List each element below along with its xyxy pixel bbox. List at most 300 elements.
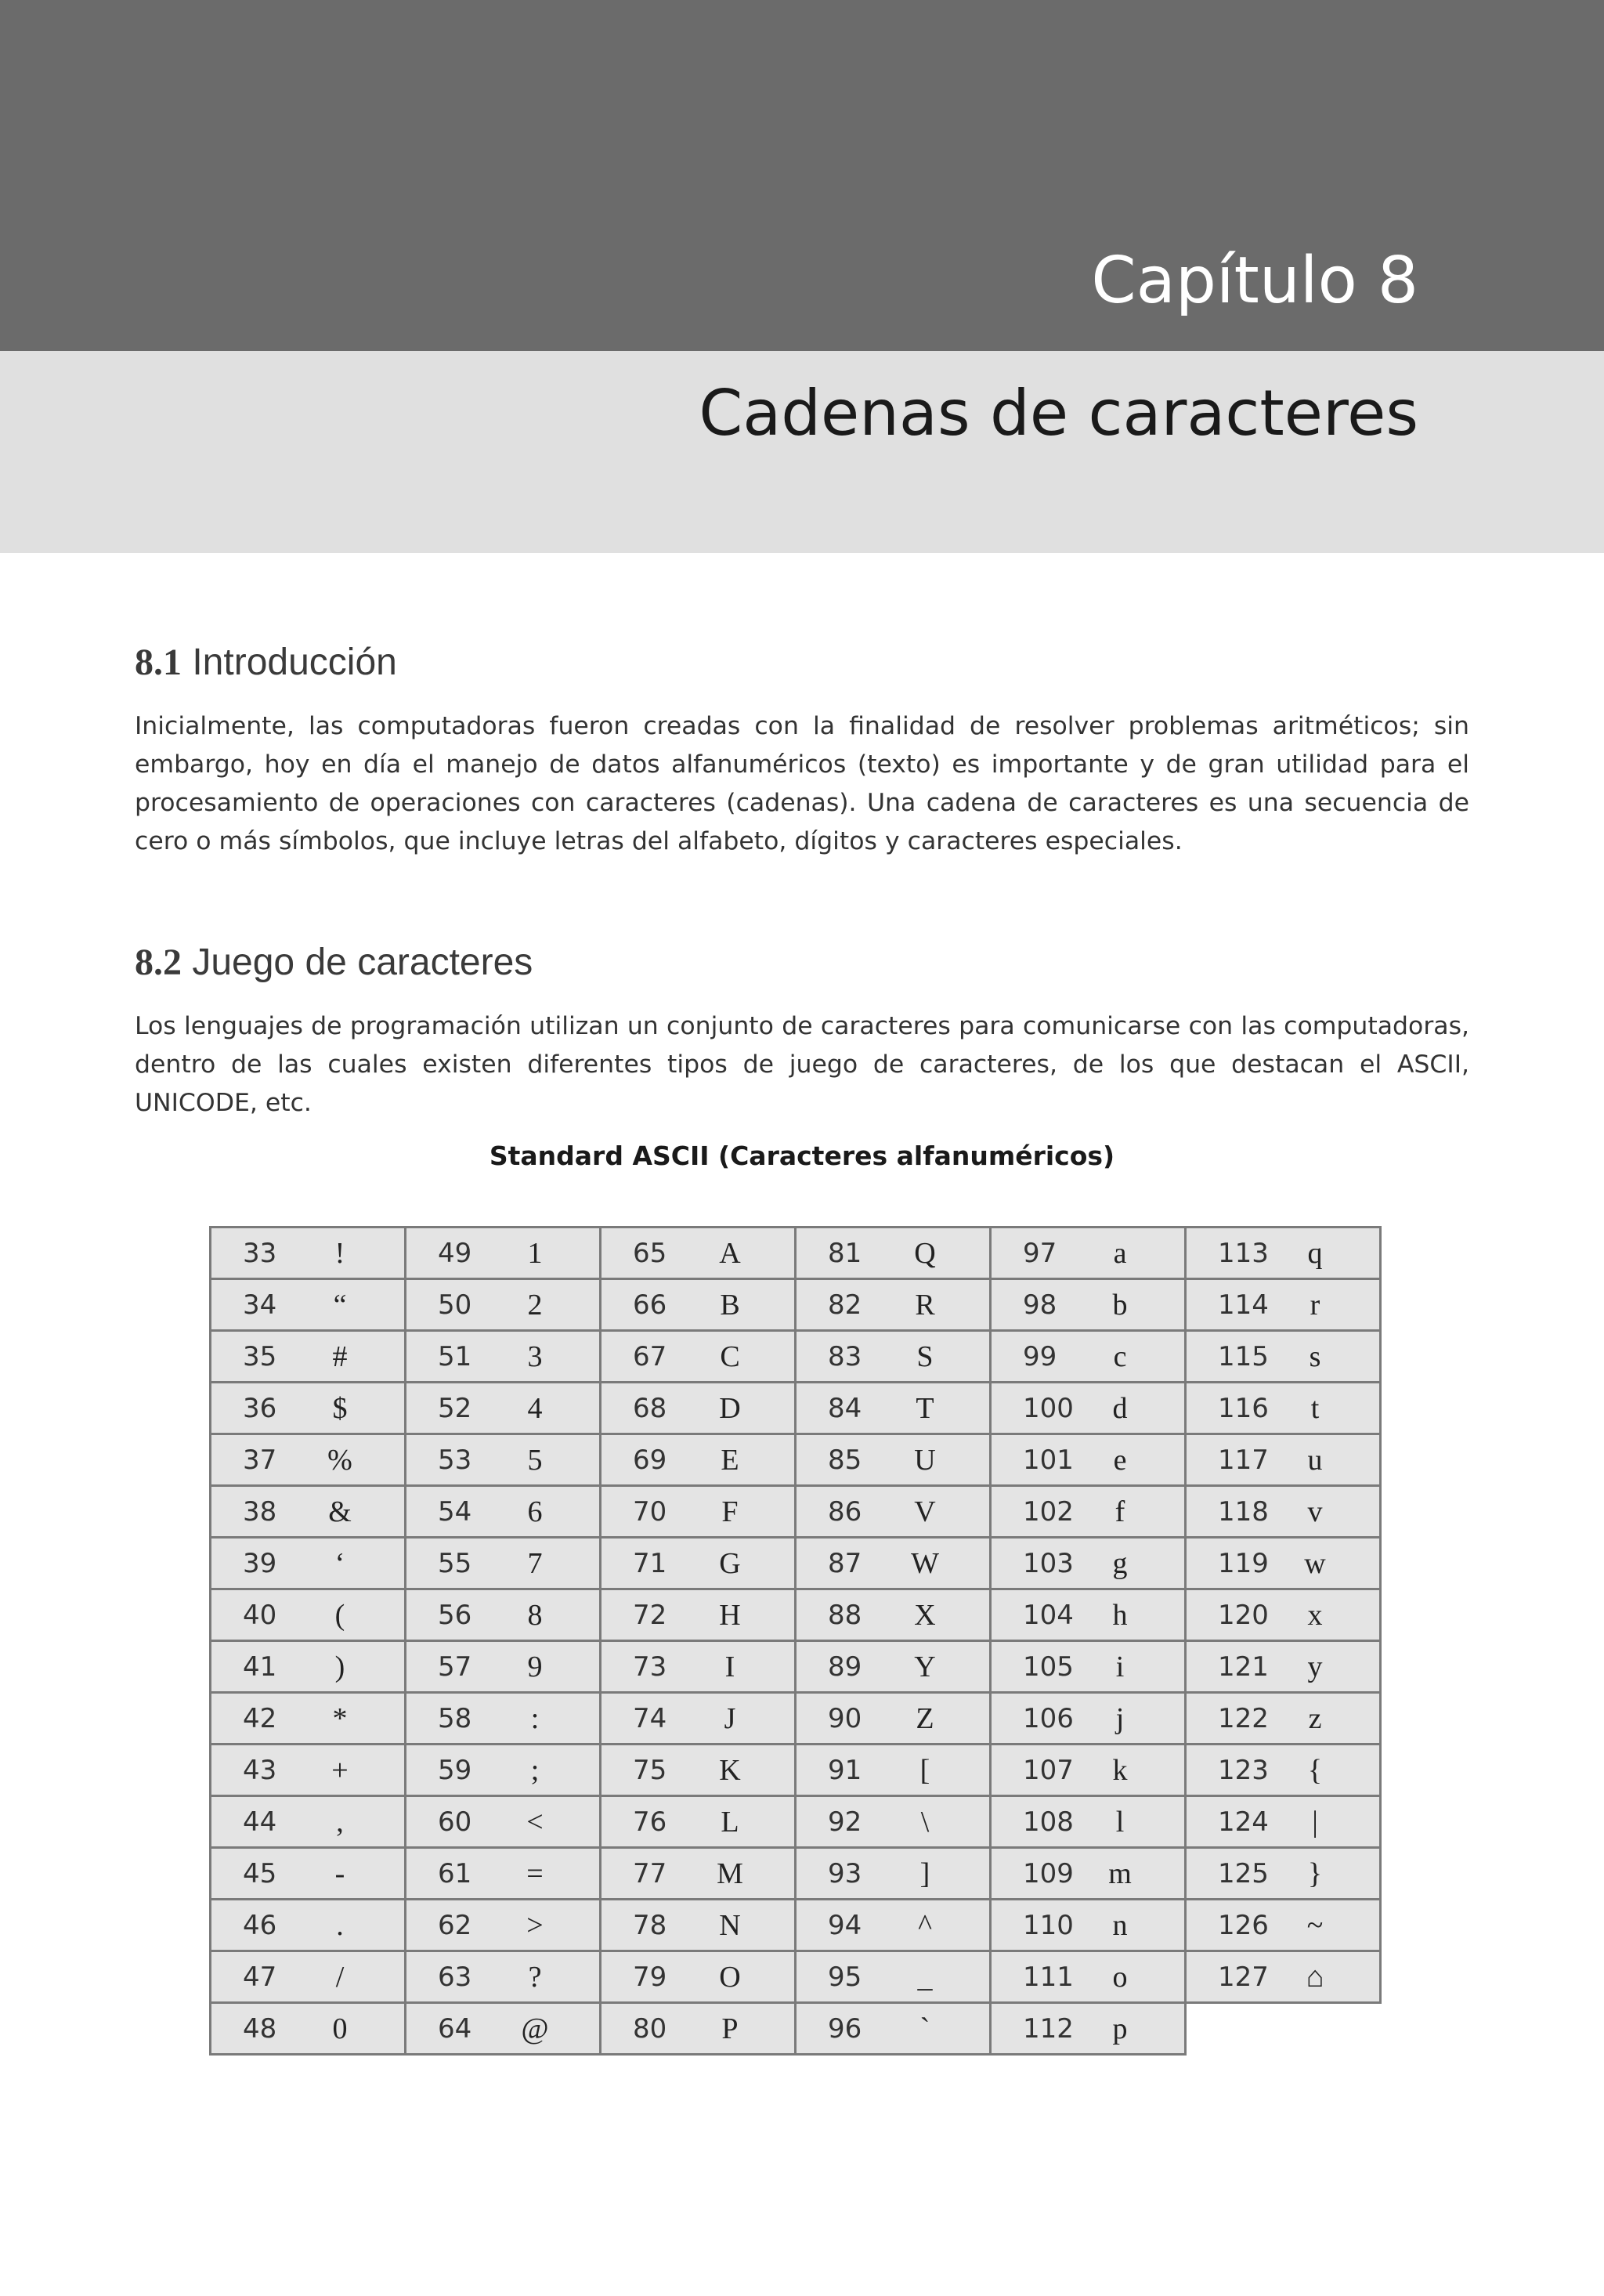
ascii-cell — [404, 1329, 602, 1383]
ascii-cell — [794, 1329, 992, 1383]
ascii-code: 63 — [438, 1961, 472, 1993]
ascii-column — [992, 1228, 1187, 2056]
ascii-code: 125 — [1218, 1857, 1269, 1889]
ascii-character: T — [916, 1391, 934, 1425]
ascii-cell — [794, 1640, 992, 1694]
ascii-character: & — [328, 1495, 352, 1528]
ascii-code: 35 — [243, 1340, 277, 1372]
ascii-cell — [599, 1588, 797, 1642]
ascii-character: U — [914, 1443, 936, 1477]
ascii-character: h — [1112, 1598, 1128, 1632]
ascii-code: 106 — [1023, 1702, 1074, 1734]
ascii-character: V — [914, 1495, 936, 1528]
ascii-character: % — [327, 1443, 352, 1477]
ascii-code: 111 — [1023, 1961, 1074, 1993]
ascii-character: 6 — [527, 1495, 543, 1528]
ascii-code: 54 — [438, 1495, 472, 1528]
ascii-code: 96 — [828, 2012, 862, 2045]
ascii-character: ) — [334, 1650, 345, 1683]
ascii-cell — [1184, 1536, 1382, 1590]
ascii-character: ( — [334, 1598, 345, 1632]
ascii-character: @ — [521, 2012, 549, 2045]
ascii-code: 102 — [1023, 1495, 1074, 1528]
ascii-cell — [209, 1640, 406, 1694]
ascii-code: 52 — [438, 1392, 472, 1424]
ascii-cell — [209, 1536, 406, 1590]
ascii-character: 2 — [527, 1288, 543, 1322]
ascii-character: * — [332, 1701, 348, 1735]
ascii-character: j — [1115, 1701, 1125, 1735]
ascii-cell — [989, 1536, 1187, 1590]
ascii-cell — [794, 1743, 992, 1797]
ascii-cell — [1184, 1484, 1382, 1539]
ascii-code: 60 — [438, 1806, 472, 1838]
ascii-cell — [1184, 1743, 1382, 1797]
ascii-code: 37 — [243, 1444, 277, 1476]
ascii-cell — [404, 1381, 602, 1435]
ascii-cell — [404, 1433, 602, 1487]
ascii-cell — [1184, 1381, 1382, 1435]
ascii-cell — [599, 1795, 797, 1849]
ascii-cell — [794, 1278, 992, 1332]
ascii-cell — [1184, 1433, 1382, 1487]
ascii-character: Z — [916, 1701, 934, 1735]
ascii-character: D — [719, 1391, 741, 1425]
ascii-character: ! — [334, 1236, 345, 1270]
ascii-cell — [599, 1743, 797, 1797]
ascii-code: 92 — [828, 1806, 862, 1838]
ascii-character: + — [331, 1753, 349, 1787]
ascii-cell — [599, 1381, 797, 1435]
ascii-cell — [794, 2001, 992, 2056]
ascii-code: 114 — [1218, 1289, 1269, 1321]
ascii-cell — [989, 2001, 1187, 2056]
ascii-cell — [599, 2001, 797, 2056]
ascii-character: } — [1307, 1857, 1323, 1890]
ascii-code: 44 — [243, 1806, 277, 1838]
section-heading-juego-de-caracteres — [135, 944, 533, 982]
ascii-code: 115 — [1218, 1340, 1269, 1372]
ascii-code: 124 — [1218, 1806, 1269, 1838]
ascii-code: 71 — [633, 1547, 667, 1579]
ascii-character: “ — [333, 1288, 347, 1322]
ascii-character: X — [914, 1598, 936, 1632]
ascii-code: 91 — [828, 1754, 862, 1786]
ascii-code: 95 — [828, 1961, 862, 1993]
ascii-character: q — [1307, 1236, 1323, 1270]
ascii-code: 41 — [243, 1651, 277, 1683]
ascii-code: 86 — [828, 1495, 862, 1528]
ascii-character: ^ — [918, 1908, 932, 1942]
ascii-cell — [599, 1691, 797, 1745]
ascii-character: C — [720, 1340, 740, 1373]
ascii-cell — [989, 1795, 1187, 1849]
ascii-cell — [794, 1846, 992, 1900]
ascii-cell — [404, 2001, 602, 2056]
ascii-character: 1 — [527, 1236, 543, 1270]
ascii-cell — [794, 1381, 992, 1435]
ascii-cell — [1184, 1950, 1382, 2004]
ascii-character: ⌂ — [1306, 1960, 1324, 1994]
ascii-character: W — [911, 1546, 939, 1580]
ascii-code: 89 — [828, 1651, 862, 1683]
ascii-code: 61 — [438, 1857, 472, 1889]
ascii-code: 72 — [633, 1599, 667, 1631]
ascii-character: y — [1307, 1650, 1323, 1683]
ascii-cell — [599, 1278, 797, 1332]
ascii-code: 109 — [1023, 1857, 1074, 1889]
ascii-code: 40 — [243, 1599, 277, 1631]
ascii-character: S — [916, 1340, 934, 1373]
ascii-code: 45 — [243, 1857, 277, 1889]
ascii-cell — [209, 1588, 406, 1642]
ascii-cell — [209, 1381, 406, 1435]
ascii-code: 69 — [633, 1444, 667, 1476]
ascii-code: 55 — [438, 1547, 472, 1579]
ascii-character: s — [1309, 1340, 1321, 1373]
ascii-cell — [209, 1691, 406, 1745]
ascii-character: P — [721, 2012, 739, 2045]
ascii-code: 98 — [1023, 1289, 1057, 1321]
ascii-cell — [989, 1484, 1187, 1539]
ascii-character: ` — [919, 2012, 930, 2045]
ascii-cell — [1184, 1846, 1382, 1900]
ascii-character: z — [1308, 1701, 1322, 1735]
ascii-code: 42 — [243, 1702, 277, 1734]
ascii-cell — [404, 1278, 602, 1332]
ascii-character: i — [1115, 1650, 1125, 1683]
ascii-character: J — [724, 1701, 736, 1735]
ascii-cell — [1184, 1795, 1382, 1849]
ascii-code: 64 — [438, 2012, 472, 2045]
ascii-table-caption: Standard ASCII (Caracteres alfanuméricos) — [489, 1141, 1115, 1171]
ascii-character: w — [1304, 1546, 1326, 1580]
ascii-code: 94 — [828, 1909, 862, 1941]
ascii-character: p — [1112, 2012, 1128, 2045]
ascii-cell — [209, 1950, 406, 2004]
ascii-character: F — [721, 1495, 739, 1528]
ascii-code: 46 — [243, 1909, 277, 1941]
ascii-character: c — [1113, 1340, 1127, 1373]
ascii-code: 122 — [1218, 1702, 1269, 1734]
ascii-code: 83 — [828, 1340, 862, 1372]
ascii-character: 7 — [527, 1546, 543, 1580]
ascii-character: < — [526, 1805, 544, 1839]
ascii-cell — [794, 1691, 992, 1745]
ascii-character: v — [1307, 1495, 1323, 1528]
ascii-character: G — [719, 1546, 741, 1580]
ascii-cell — [1184, 1329, 1382, 1383]
ascii-code: 66 — [633, 1289, 667, 1321]
ascii-cell — [599, 1640, 797, 1694]
ascii-character: K — [719, 1753, 741, 1787]
ascii-cell — [599, 1846, 797, 1900]
ascii-code: 77 — [633, 1857, 667, 1889]
ascii-cell — [209, 1226, 406, 1280]
section-title: Juego de caracteres — [192, 942, 533, 983]
ascii-column — [1187, 1228, 1382, 2056]
ascii-code: 117 — [1218, 1444, 1269, 1476]
ascii-code: 79 — [633, 1961, 667, 1993]
ascii-character: k — [1112, 1753, 1128, 1787]
ascii-character: > — [526, 1908, 544, 1942]
ascii-character: , — [336, 1805, 344, 1839]
ascii-cell — [794, 1795, 992, 1849]
ascii-character: u — [1307, 1443, 1323, 1477]
ascii-character: Q — [914, 1236, 936, 1270]
ascii-character: \ — [920, 1805, 930, 1839]
ascii-character: L — [721, 1805, 739, 1839]
ascii-character: f — [1114, 1495, 1125, 1528]
ascii-code: 48 — [243, 2012, 277, 2045]
ascii-code: 108 — [1023, 1806, 1074, 1838]
ascii-cell — [209, 1795, 406, 1849]
ascii-character: [ — [919, 1753, 930, 1787]
ascii-code: 93 — [828, 1857, 862, 1889]
ascii-character: Y — [914, 1650, 936, 1683]
ascii-character: e — [1113, 1443, 1127, 1477]
ascii-code: 104 — [1023, 1599, 1074, 1631]
ascii-cell — [404, 1484, 602, 1539]
ascii-cell — [794, 1433, 992, 1487]
ascii-code: 75 — [633, 1754, 667, 1786]
ascii-character: # — [332, 1340, 348, 1373]
ascii-code: 53 — [438, 1444, 472, 1476]
ascii-cell — [404, 1898, 602, 1952]
ascii-character: $ — [332, 1391, 348, 1425]
ascii-code: 78 — [633, 1909, 667, 1941]
ascii-code: 38 — [243, 1495, 277, 1528]
ascii-character: / — [335, 1960, 345, 1994]
ascii-code: 81 — [828, 1237, 862, 1269]
ascii-character: 3 — [527, 1340, 543, 1373]
ascii-code: 68 — [633, 1392, 667, 1424]
ascii-cell — [989, 1278, 1187, 1332]
ascii-code: 73 — [633, 1651, 667, 1683]
ascii-code: 100 — [1023, 1392, 1074, 1424]
ascii-character: ? — [528, 1960, 542, 1994]
ascii-cell — [989, 1743, 1187, 1797]
chapter-label: Capítulo 8 — [1091, 244, 1418, 318]
ascii-code: 99 — [1023, 1340, 1057, 1372]
ascii-character: R — [915, 1288, 935, 1322]
ascii-code: 65 — [633, 1237, 667, 1269]
ascii-cell — [794, 1484, 992, 1539]
ascii-cell — [1184, 1226, 1382, 1280]
ascii-cell — [599, 1433, 797, 1487]
ascii-character: { — [1307, 1753, 1323, 1787]
ascii-cell — [989, 1691, 1187, 1745]
ascii-character: O — [719, 1960, 741, 1994]
ascii-character: H — [719, 1598, 741, 1632]
ascii-cell — [209, 1329, 406, 1383]
ascii-code: 123 — [1218, 1754, 1269, 1786]
ascii-code: 74 — [633, 1702, 667, 1734]
ascii-code: 51 — [438, 1340, 472, 1372]
ascii-code: 33 — [243, 1237, 277, 1269]
ascii-code: 116 — [1218, 1392, 1269, 1424]
ascii-column — [209, 1228, 406, 2056]
ascii-character: = — [526, 1857, 544, 1890]
ascii-character: A — [719, 1236, 741, 1270]
ascii-cell — [794, 1588, 992, 1642]
ascii-cell — [404, 1588, 602, 1642]
ascii-cell — [404, 1640, 602, 1694]
ascii-code: 50 — [438, 1289, 472, 1321]
ascii-cell — [599, 1950, 797, 2004]
ascii-cell — [989, 1950, 1187, 2004]
ascii-character: a — [1113, 1236, 1127, 1270]
ascii-character: ~ — [1306, 1908, 1324, 1942]
ascii-character: - — [334, 1857, 345, 1890]
ascii-code: 80 — [633, 2012, 667, 2045]
ascii-character: E — [721, 1443, 739, 1477]
ascii-character: ] — [919, 1857, 930, 1890]
ascii-character: : — [530, 1701, 540, 1735]
ascii-code: 34 — [243, 1289, 277, 1321]
ascii-cell — [794, 1226, 992, 1280]
ascii-code: 84 — [828, 1392, 862, 1424]
ascii-character: M — [717, 1857, 743, 1890]
ascii-code: 70 — [633, 1495, 667, 1528]
ascii-cell — [209, 1743, 406, 1797]
ascii-cell — [599, 1898, 797, 1952]
ascii-cell — [989, 1433, 1187, 1487]
section-number: 8.1 — [135, 642, 182, 683]
ascii-table — [209, 1228, 1382, 2056]
section-heading-introduccion — [135, 644, 397, 682]
ascii-cell — [794, 1898, 992, 1952]
ascii-code: 43 — [243, 1754, 277, 1786]
ascii-character: m — [1108, 1857, 1132, 1890]
ascii-character: B — [720, 1288, 740, 1322]
ascii-cell — [989, 1640, 1187, 1694]
ascii-cell — [989, 1329, 1187, 1383]
ascii-column — [602, 1228, 797, 2056]
ascii-cell — [404, 1536, 602, 1590]
ascii-character: 0 — [332, 2012, 348, 2045]
ascii-character: t — [1310, 1391, 1320, 1425]
ascii-cell — [989, 1846, 1187, 1900]
ascii-code: 107 — [1023, 1754, 1074, 1786]
ascii-character: N — [719, 1908, 741, 1942]
ascii-code: 118 — [1218, 1495, 1269, 1528]
ascii-cell — [989, 1588, 1187, 1642]
ascii-cell — [209, 1846, 406, 1900]
ascii-cell — [1184, 1588, 1382, 1642]
ascii-cell — [1184, 1898, 1382, 1952]
ascii-cell — [209, 1433, 406, 1487]
ascii-code: 90 — [828, 1702, 862, 1734]
ascii-code: 120 — [1218, 1599, 1269, 1631]
ascii-code: 110 — [1023, 1909, 1074, 1941]
ascii-code: 59 — [438, 1754, 472, 1786]
ascii-cell — [989, 1381, 1187, 1435]
ascii-character: b — [1112, 1288, 1128, 1322]
ascii-cell — [794, 1950, 992, 2004]
ascii-cell — [209, 1898, 406, 1952]
ascii-cell — [404, 1950, 602, 2004]
ascii-code: 97 — [1023, 1237, 1057, 1269]
ascii-code: 49 — [438, 1237, 472, 1269]
ascii-code: 82 — [828, 1289, 862, 1321]
ascii-character: 9 — [527, 1650, 543, 1683]
ascii-code: 85 — [828, 1444, 862, 1476]
ascii-code: 121 — [1218, 1651, 1269, 1683]
ascii-cell — [404, 1691, 602, 1745]
ascii-cell — [404, 1846, 602, 1900]
ascii-code: 119 — [1218, 1547, 1269, 1579]
ascii-cell — [599, 1226, 797, 1280]
ascii-character: 4 — [527, 1391, 543, 1425]
ascii-code: 127 — [1218, 1961, 1269, 1993]
ascii-character: g — [1112, 1546, 1128, 1580]
ascii-character: 5 — [527, 1443, 543, 1477]
ascii-cell — [599, 1484, 797, 1539]
ascii-column — [797, 1228, 992, 2056]
ascii-code: 62 — [438, 1909, 472, 1941]
chapter-title: Cadenas de caracteres — [699, 377, 1418, 450]
ascii-code: 47 — [243, 1961, 277, 1993]
ascii-cell — [1184, 1691, 1382, 1745]
ascii-cell — [989, 1226, 1187, 1280]
ascii-code: 112 — [1023, 2012, 1074, 2045]
ascii-character: ‘ — [334, 1546, 345, 1580]
ascii-cell — [794, 1536, 992, 1590]
ascii-cell — [989, 1898, 1187, 1952]
section-title: Introducción — [192, 642, 397, 683]
ascii-code: 67 — [633, 1340, 667, 1372]
ascii-code: 39 — [243, 1547, 277, 1579]
ascii-code: 126 — [1218, 1909, 1269, 1941]
ascii-column — [406, 1228, 602, 2056]
ascii-cell — [209, 1484, 406, 1539]
ascii-cell — [404, 1743, 602, 1797]
ascii-character: _ — [917, 1960, 933, 1994]
ascii-character: 8 — [527, 1598, 543, 1632]
ascii-character: x — [1307, 1598, 1323, 1632]
ascii-character: ; — [530, 1753, 540, 1787]
ascii-character: o — [1112, 1960, 1128, 1994]
ascii-code: 57 — [438, 1651, 472, 1683]
ascii-character: I — [724, 1650, 735, 1683]
ascii-character: | — [1312, 1805, 1318, 1839]
section-body-introduccion: Inicialmente, las computadoras fueron creadas con la finalidad de resolver problemas aritméticos; sin embargo, hoy en día el manejo de datos alfanuméricos (texto) es importante y de gran utilidad para el procesamiento de operaciones con caracteres (cadenas). Una cadena de caracteres es una secuencia de cero o más símbolos, que incluye letras del alfabeto, dígitos y caracteres especiales. — [135, 712, 1469, 855]
ascii-character: r — [1310, 1288, 1320, 1322]
ascii-character: n — [1112, 1908, 1128, 1942]
ascii-cell — [1184, 1278, 1382, 1332]
ascii-character: l — [1115, 1805, 1125, 1839]
ascii-cell — [209, 1278, 406, 1332]
ascii-character: . — [336, 1908, 344, 1942]
ascii-code: 113 — [1218, 1237, 1269, 1269]
ascii-cell — [599, 1329, 797, 1383]
ascii-code: 105 — [1023, 1651, 1074, 1683]
ascii-character: d — [1112, 1391, 1128, 1425]
ascii-cell — [1184, 1640, 1382, 1694]
ascii-code: 36 — [243, 1392, 277, 1424]
ascii-code: 88 — [828, 1599, 862, 1631]
ascii-code: 56 — [438, 1599, 472, 1631]
ascii-code: 76 — [633, 1806, 667, 1838]
section-number: 8.2 — [135, 942, 182, 983]
ascii-code: 103 — [1023, 1547, 1074, 1579]
section-body-juego-de-caracteres: Los lenguajes de programación utilizan un conjunto de caracteres para comunicarse con las computadoras, dentro de las cuales existen diferentes tipos de juego de caracteres, de los que destacan el ASCII, UNICODE, etc. — [135, 1012, 1469, 1117]
ascii-code: 101 — [1023, 1444, 1074, 1476]
ascii-cell — [404, 1226, 602, 1280]
ascii-cell — [209, 2001, 406, 2056]
ascii-cell — [404, 1795, 602, 1849]
